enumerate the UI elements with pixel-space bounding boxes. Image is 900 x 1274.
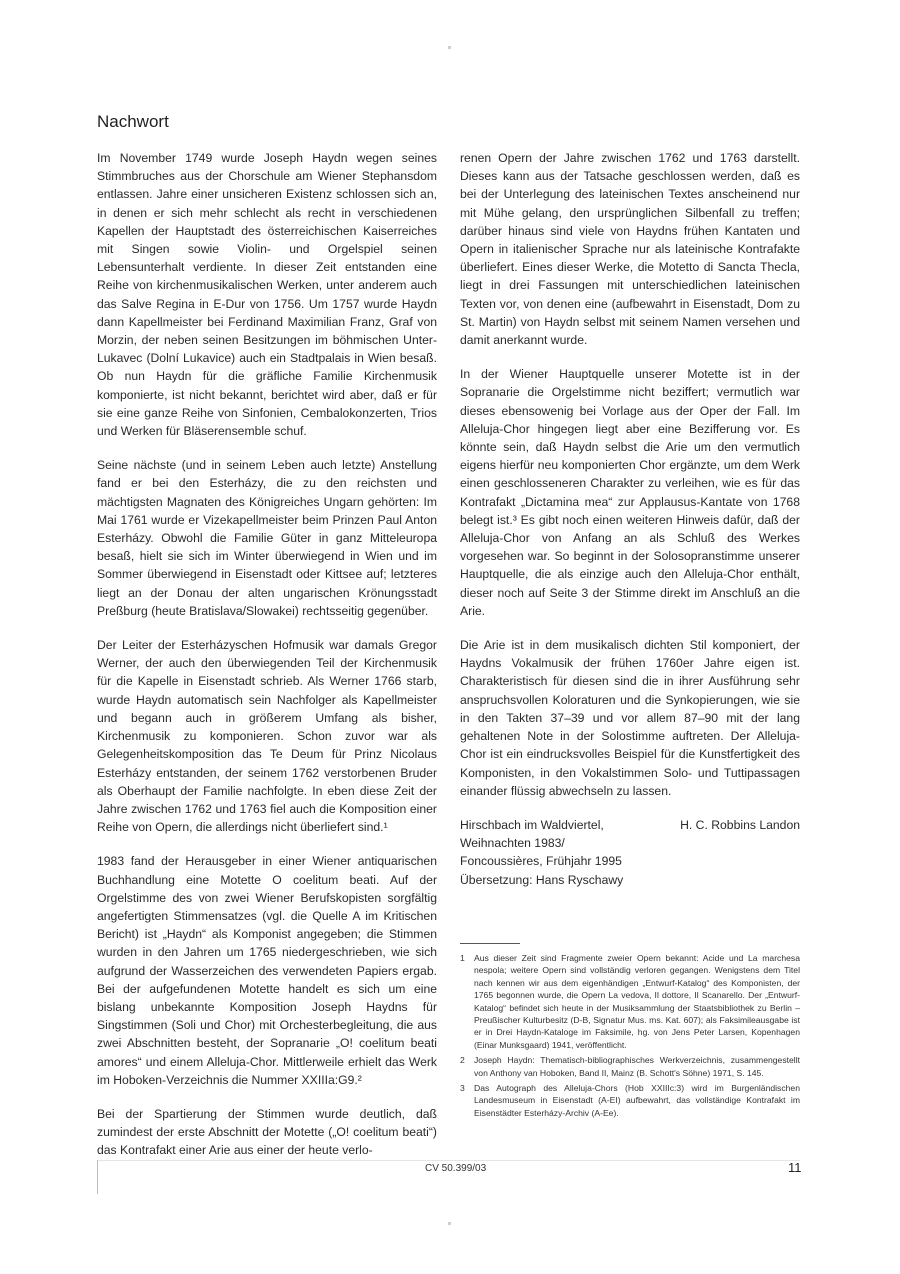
footnote-text: Joseph Haydn: Thematisch-bibliographisches Werkverzeichnis, zusammengestellt von Anthony van Hoboken, Band II, Mainz (B. Schott's Söhne) 1971, S. 145.	[474, 1055, 800, 1078]
crop-mark	[448, 46, 451, 49]
signature-date: Weihnachten 1983/	[460, 836, 565, 851]
paragraph: Im November 1749 wurde Joseph Haydn wegen seines Stimmbruches aus der Chorschule am Wiener Stephansdom entlassen. Jahre einer unsicheren Existenz schlossen sich an, in denen er sich mehr schlecht als recht in verschiedenen Kapellen der Hauptstadt des österreichischen Kaiserreiches mit Singen sowie Violin- und Orgelspiel seinen Lebensunterhalt verdiente. In dieser Zeit entstanden eine Reihe von kirchenmusikalischen Werken, unter anderem auch das Salve Regina in E-Dur von 1756. Um 1757 wurde Haydn dann Kapellmeister bei Ferdinand Maximilian Franz, Graf von Morzin, der neben seinen Besitzungen im böhmischen Unter-Lukavec (Dolní Lukavice) auch ein Stadtpalais in Wien besaß. Ob nun Haydn für die gräfliche Familie Kirchenmusik komponierte, ist nicht bekannt, berichtet wird aber, daß er für sie eine ganze Reihe von Sinfonien, Cembalokonzerten, Trios und Werken für Bläserensemble schuf.	[97, 151, 437, 439]
footnote	[460, 1082, 800, 1119]
signature-translation: Übersetzung: Hans Ryschawy	[460, 872, 624, 887]
footnote-number: 1	[460, 953, 465, 963]
footnote-text: Aus dieser Zeit sind Fragmente zweier Opern bekannt: Acide und La marchesa nespola; weitere Opern sind vollständig verloren gegangen. Wenigstens dem Titel nach kennen wir aus dem eigenhändigen „Entwurf-Katalog“ des Komponisten, der 1765 begonnen wurde, die Opern La vedova, Il dottore, Il Scanarello. Der „Entwurf-Katalog“ befindet sich heute in der Musiksammlung der Staatsbibliothek zu Berlin – Preußischer Kulturbesitz (D-B, Signatur Mus. ms. Kat. 607); als Faksimileausgabe ist er in Drei Haydn-Kataloge im Faksimile, hg. von Jens Peter Larsen, Kopenhagen (Einar Munksgaard) 1941, veröffentlicht.	[474, 953, 800, 1050]
signature-place-2: Foncoussières, Frühjahr 1995	[460, 854, 622, 869]
catalog-code: CV 50.399/03	[425, 1163, 487, 1174]
page-title: Nachwort	[97, 112, 169, 131]
paragraph: In der Wiener Hauptquelle unserer Motette ist in der Sopranarie die Orgelstimme nicht beziffert; vermutlich war dieses ebensowenig bei Vorlage aus der Oper der Fall. Im Alleluja-Chor hingegen liegt aber eine Bezifferung vor. Es könnte sein, daß Haydn selbst die Arie um den vermutlich eigens hierfür neu komponierten Chor ergänzte, um dem Werk einen geschlosseneren Charakter zu verleihen, wie es für das Kontrafakt „Dictamina mea“ zur Applausus-Kantate von 1768 belegt ist.³ Es gibt noch einen weiteren Hinweis dafür, daß der Alleluja-Chor von Anfang an als Schluß des Werkes vorgesehen war. So beginnt in der Solosopranstimme unserer Hauptquelle, die als einzige auch den Alleluja-Chor enthält, dieser noch auf Seite 3 der Stimme direkt im Anschluß an die Arie.	[460, 367, 800, 618]
footer-margin-rule	[97, 1160, 98, 1194]
paragraph: renen Opern der Jahre zwischen 1762 und 1763 darstellt. Dieses kann aus der Tatsache geschlossen werden, daß es bei der Unterlegung des lateinischen Textes anscheinend nur mit Mühe gelang, den ursprünglichen Silbenfall zu treffen; darüber hinaus sind viele von Haydns frühen Kantaten und Opern in italienischer Sprache nur als lateinische Kontrafakte überliefert. Eines dieser Werke, die Motetto di Sancta Thecla, liegt in drei Fassungen mit unterschiedlichen lateinischen Texten vor, von denen eine (aufbewahrt in Eisenstadt, Dom zu St. Martin) von Haydn selbst mit seinem Namen versehen und damit anerkannt wurde.	[460, 151, 800, 348]
signature-place: Hirschbach im Waldviertel,	[460, 817, 604, 832]
paragraph: Der Leiter der Esterházyschen Hofmusik war damals Gregor Werner, der auch den überwiegenden Teil der Kirchenmusik für die Kapelle in Eisenstadt schrieb. Als Werner 1766 starb, wurde Haydn automatisch sein Nachfolger als Kapellmeister und begann auch in größerem Umfang als bisher, Kirchenmusik zu komponieren. Schon zuvor war als Gelegenheitskomposition das Te Deum für Prinz Nicolaus Esterházy entstanden, der seinem 1762 verstorbenen Bruder als Oberhaupt der Familie nachfolgte. In eben diese Zeit der Jahre zwischen 1762 und 1763 fiel auch die Komposition einer Reihe von Opern, die allerdings nicht überliefert sind.¹	[97, 638, 437, 835]
footnotes	[460, 952, 800, 1122]
footnote-number: 3	[460, 1083, 465, 1094]
paragraph: Seine nächste (und in seinem Leben auch letzte) Anstellung fand er bei den Esterházy, die zu den reichsten und mächtigsten Magnaten des Königreiches Ungarn gehörten: Im Mai 1761 wurde er Vizekapellmeister beim Prinzen Paul Anton Esterházy. Obwohl die Familie Güter in ganz Mitteleuropa besaß, hielt sie sich im Winter überwiegend in Wien und im Sommer überwiegend in Eisenstadt oder Kittsee auf; letzteres liegt an der Donau der alten ungarischen Krönungsstadt Preßburg (heute Bratislava/Slowakei) rechtsseitig gegenüber.	[97, 458, 437, 618]
footnote	[460, 952, 800, 1051]
signature-author: H. C. Robbins Landon	[680, 817, 800, 832]
footer-rule	[97, 1160, 800, 1161]
footnote-text: Das Autograph des Alleluja-Chors (Hob XXIIIc:3) wird im Burgenländischen Landesmuseum in Eisenstadt (A-EI) aufbewahrt, das vollständige Kontrafakt im Eisenstädter Esterházy-Archiv (A-Ee).	[474, 1083, 800, 1118]
footnote-rule	[460, 943, 520, 944]
paragraph: Bei der Spartierung der Stimmen wurde deutlich, daß zumindest der erste Abschnitt der Motette („O! coelitum beati“) das Kontrafakt einer Arie aus einer der heute verlo-	[97, 1106, 437, 1158]
footnote	[460, 1054, 800, 1079]
left-column	[97, 149, 437, 1176]
paragraph: 1983 fand der Herausgeber in einer Wiener antiquarischen Buchhandlung eine Motette O coelitum beati. Auf der Orgelstimme des von zwei Wiener Berufskopisten sorgfältig angefertigten Stimmensatzes (vgl. die Quelle A im Kritischen Bericht) ist „Haydn“ als Komponist angegeben; die Stimmen wurden in den Jahren um 1765 niedergeschrieben, wie sich aufgrund der Wasserzeichen des verwendeten Papiers ergab. Bei der aufgefundenen Motette handelt es sich um eine bislang unbekannte Komposition Joseph Haydns für Singstimmen (Soli und Chor) mit Orchesterbegleitung, die aus zwei Abschnitten besteht, der Sopranarie „O! coelitum beati amores“ und einem Alleluja-Chor. Mittlerweile erhielt das Werk im Hoboken-Verzeichnis die Nummer XXIIIa:G9.²	[97, 854, 437, 1087]
crop-mark	[448, 1222, 451, 1225]
footnote-number: 2	[460, 1055, 465, 1066]
page-number: 11	[788, 1160, 802, 1175]
right-column	[460, 149, 800, 889]
paragraph: Die Arie ist in dem musikalisch dichten Stil komponiert, der Haydns Vokalmusik der frühen 1760er Jahre eigen ist. Charakteristisch für diesen sind die in ihrer Ausführung sehr anspruchsvollen Koloraturen und die Synkopierungen, wie sie in den Takten 37–39 und vor allem 87–90 mit der lang gehaltenen Note in der Solostimme auftreten. Der Alleluja-Chor ist ein eindrucksvolles Beispiel für die Kunstfertigkeit des Komponisten, in den Vokalstimmen Solo- und Tuttipassagen einander flüssig abwechseln zu lassen.	[460, 638, 800, 798]
signature-block	[460, 816, 800, 889]
